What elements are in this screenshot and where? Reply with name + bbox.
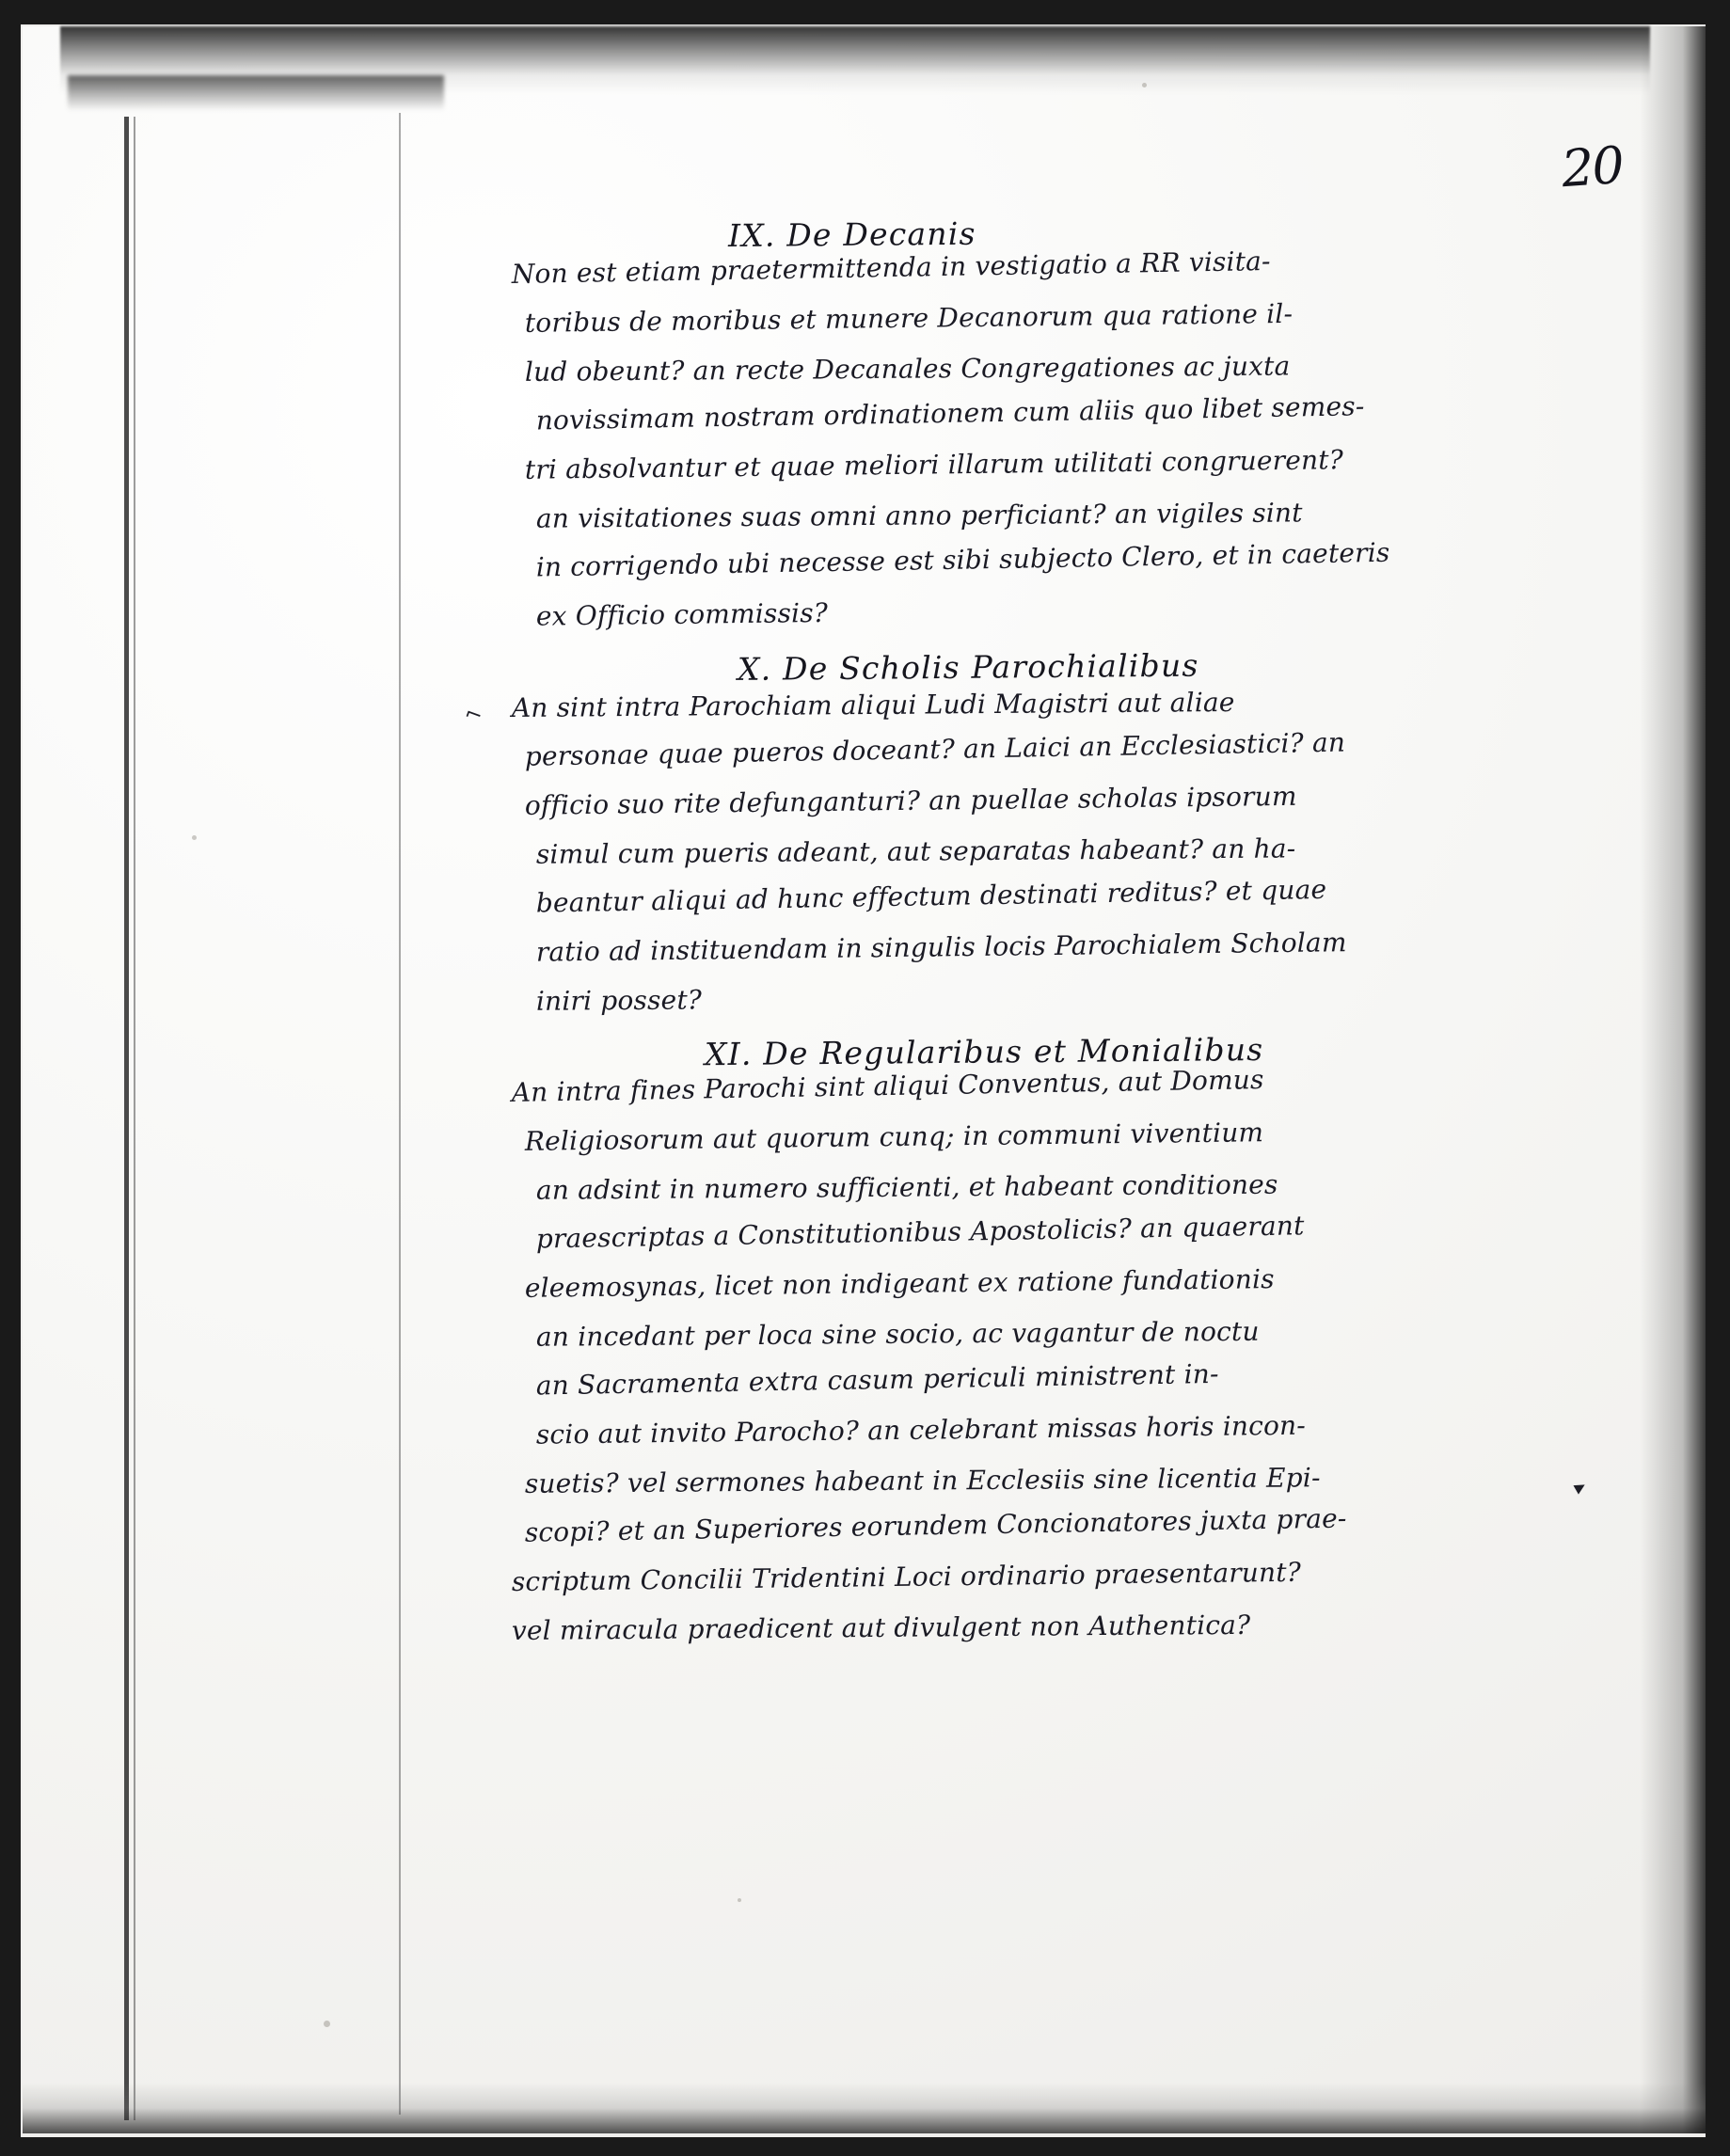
text-line: scriptum Concilii Tridentini Loci ordinario praesentarunt? (511, 1556, 1302, 1597)
margin-rule-text (399, 113, 401, 2115)
text-line: lud obeunt? an recte Decanales Congregationes ac juxta (524, 350, 1291, 388)
page-edge-shadow-bottom (23, 2083, 1706, 2133)
text-line: ratio ad instituendam in singulis locis Parochialem Scholam (535, 927, 1347, 968)
text-line: tri absolvantur et quae meliori illarum utilitati congruerent? (524, 444, 1344, 485)
text-line: An intra fines Parochi sint aliqui Conventus, aut Domus (511, 1064, 1264, 1108)
text-line: simul cum pueris adeant, aut separatas habeant? an ha- (535, 832, 1296, 870)
text-line: in corrigendo ubi necesse est sibi subjecto Clero, et in caeteris (535, 536, 1390, 583)
section-heading-ix: IX. De Decanis (727, 214, 976, 254)
text-line: ex Officio commissis? (535, 596, 829, 632)
ink-blot: ⌐ (461, 701, 486, 730)
text-line: toribus de moribus et munere Decanorum qua ratione il- (524, 297, 1294, 339)
scan-border-right (1706, 0, 1730, 2156)
margin-rule-left-inner (134, 117, 135, 2120)
text-line: praescriptas a Constitutionibus Apostolicis? an quaerant (535, 1210, 1305, 1255)
text-line: officio suo rite defunganturi? an puellae scholas ipsorum (524, 780, 1297, 821)
text-line: scio aut invito Parocho? an celebrant missas horis incon- (535, 1409, 1307, 1451)
text-line: an adsint in numero sufficienti, et habeant conditiones (535, 1168, 1278, 1206)
text-line: an Sacramenta extra casum periculi ministrent in- (535, 1357, 1219, 1402)
text-line: scopi? et an Superiores eorundem Concionatores juxta prae- (524, 1502, 1347, 1548)
paper-speck (192, 835, 197, 840)
page-edge-shadow-right (1640, 26, 1706, 2133)
text-line: an incedant per loca sine socio, ac vagantur de noctu (535, 1315, 1260, 1353)
scan-smudge-secondary (68, 75, 444, 111)
text-line: iniri posset? (535, 984, 703, 1017)
text-line: vel miracula praedicent aut divulgent non Authentica? (511, 1609, 1251, 1646)
section-heading-xi: XI. De Regularibus et Monialibus (704, 1031, 1264, 1073)
paper-speck (738, 1898, 741, 1902)
scan-border-left (0, 0, 21, 2156)
paper-sheet (23, 26, 1706, 2133)
text-line: Non est etiam praetermittenda in vestigatio a RR visita- (511, 245, 1271, 290)
text-line: an visitationes suas omni anno perficiant? an vigiles sint (535, 497, 1303, 534)
text-line: personae quae pueros doceant? an Laici an Ecclesiastici? an (524, 726, 1346, 772)
text-line: suetis? vel sermones habeant in Ecclesiis sine licentia Epi- (524, 1462, 1321, 1499)
text-line: beantur aliqui ad hunc effectum destinati reditus? et quae (535, 873, 1327, 919)
text-line: novissimam nostram ordinationem cum aliis quo libet semes- (535, 390, 1365, 436)
manuscript-text-block (511, 214, 1452, 1667)
text-line: eleemosynas, licet non indigeant ex ratione fundationis (524, 1263, 1275, 1304)
ink-blot: ▸ (1569, 1473, 1591, 1500)
folio-number: 20 (1560, 135, 1626, 199)
paper-speck (1142, 83, 1147, 87)
paper-speck (324, 2021, 330, 2027)
text-line: Religiosorum aut quorum cunq; in communi viventium (524, 1117, 1264, 1157)
scan-border-top (0, 0, 1730, 24)
text-line: An sint intra Parochiam aliqui Ludi Magistri aut aliae (511, 686, 1235, 723)
section-heading-x: X. De Scholis Parochialibus (737, 646, 1199, 688)
scan-border-bottom (0, 2137, 1730, 2156)
margin-rule-left-outer (124, 117, 129, 2120)
